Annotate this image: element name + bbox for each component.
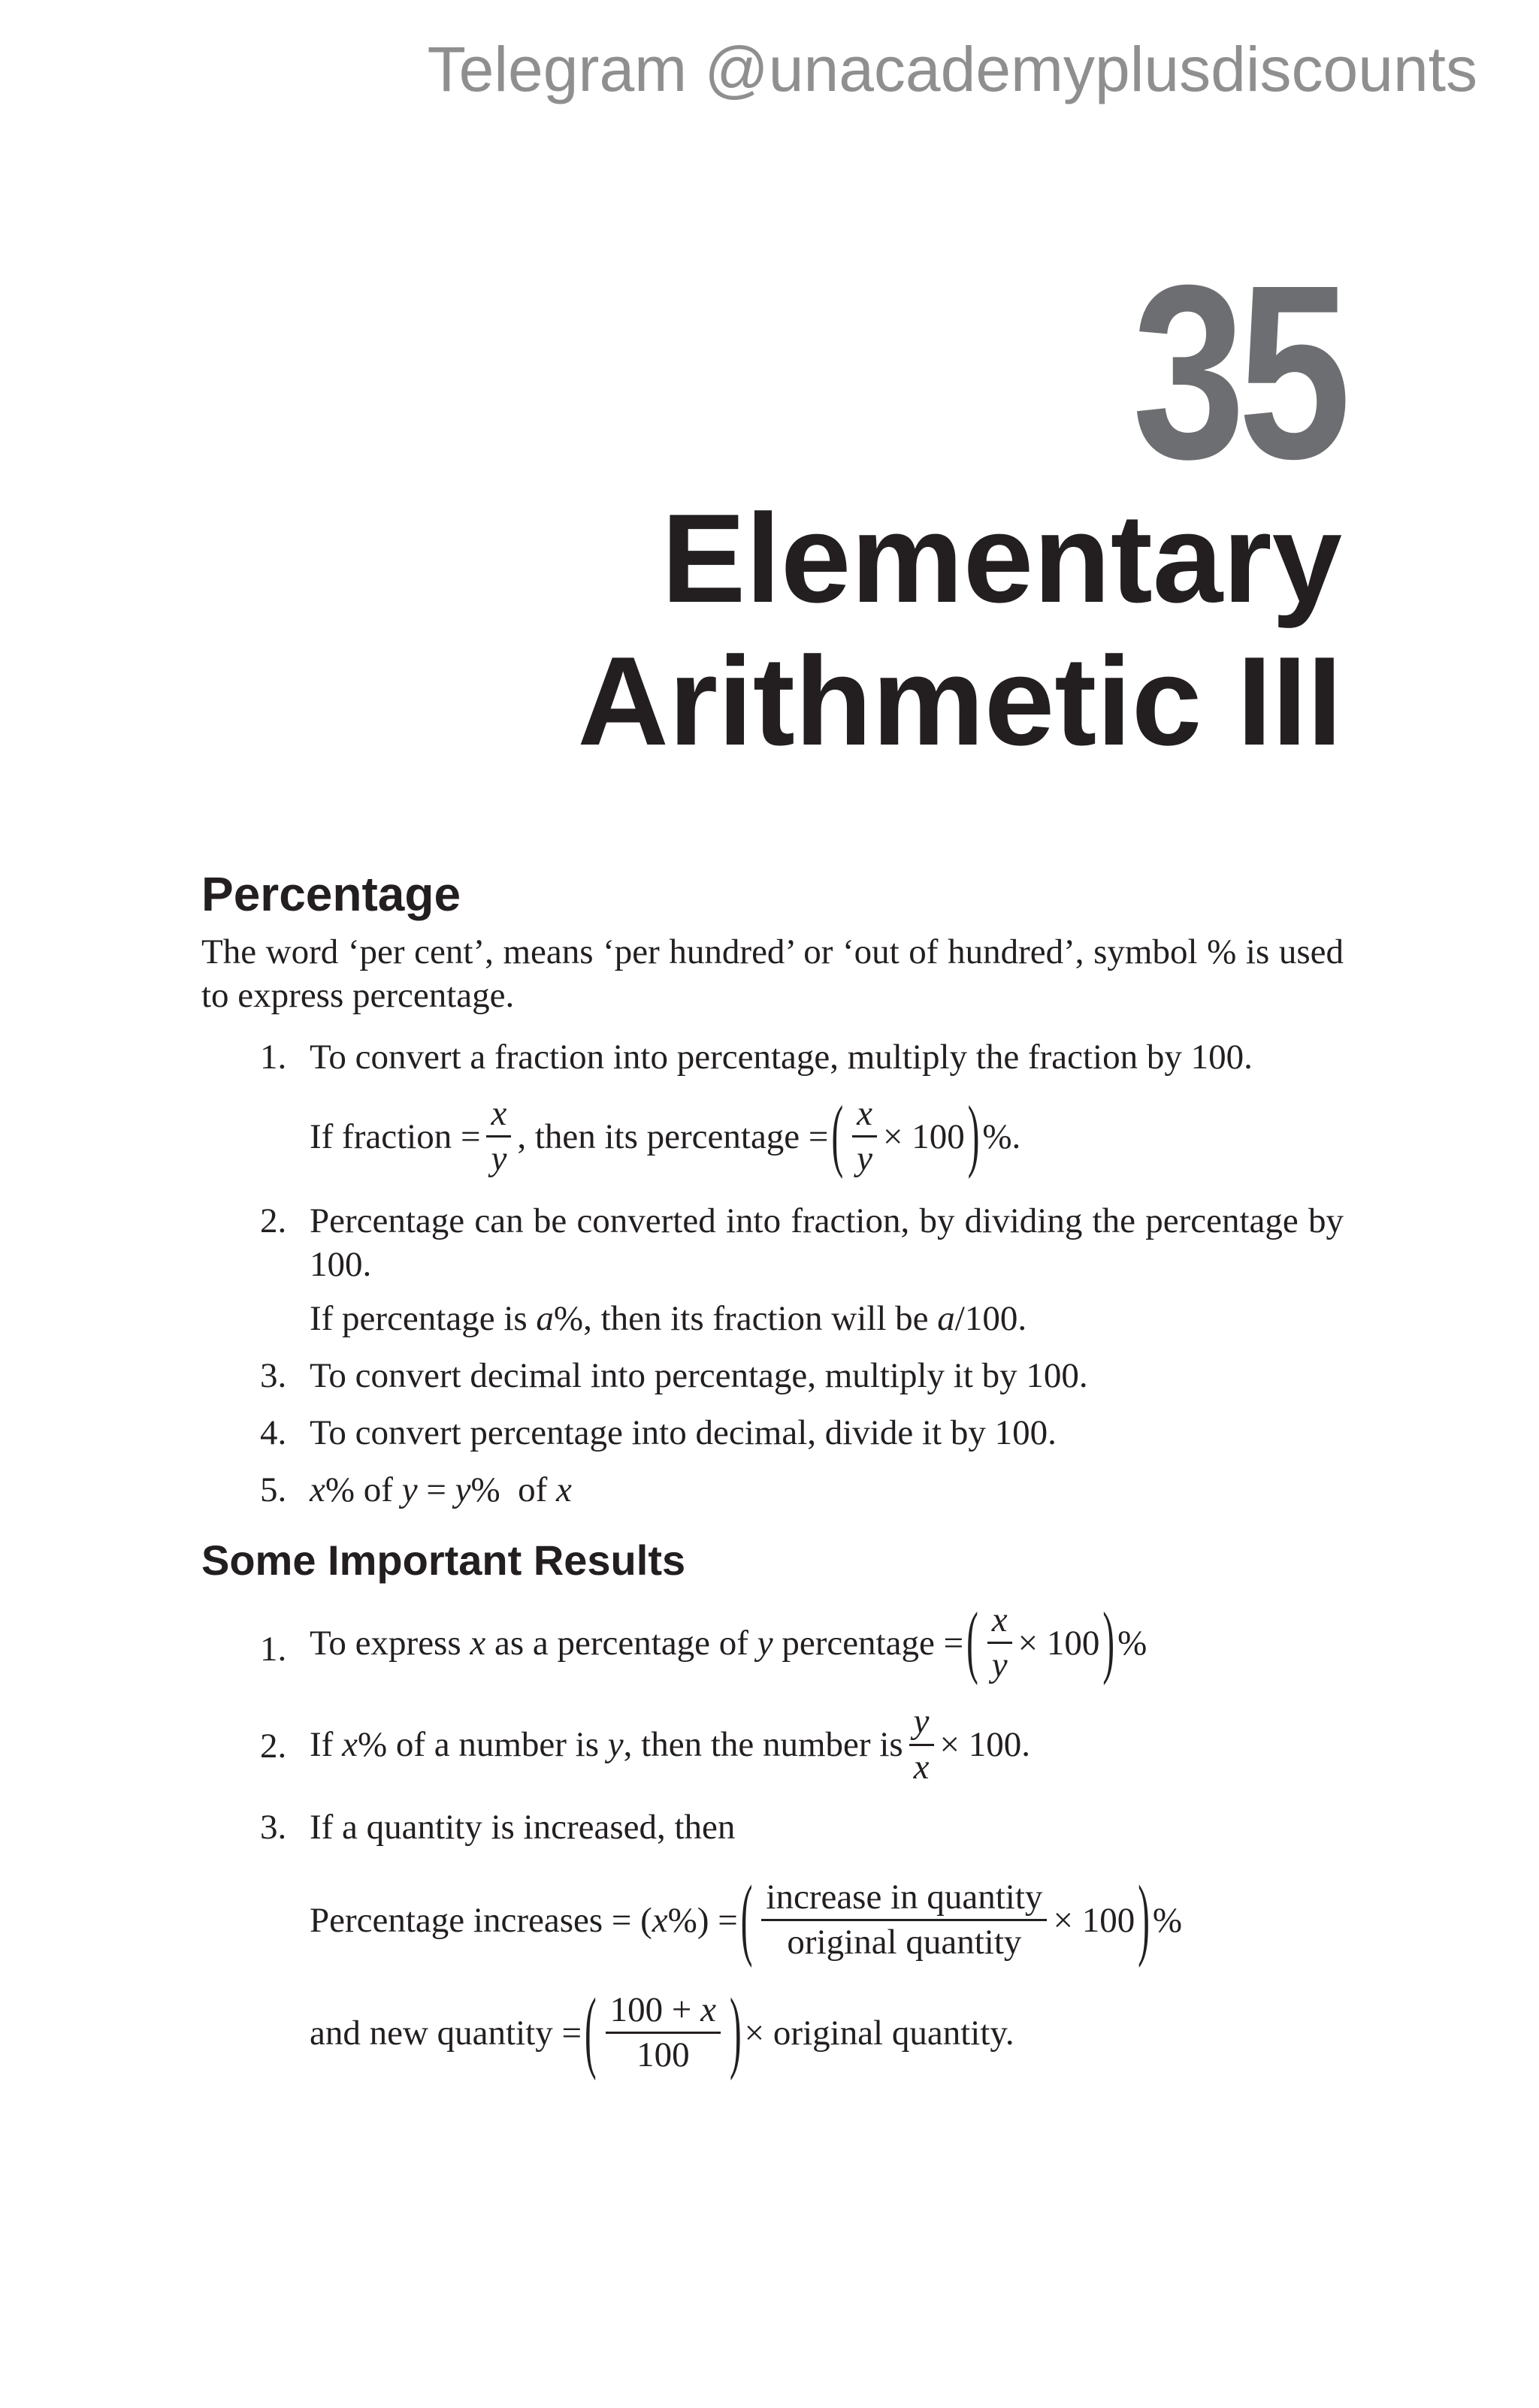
item-number: 3. [260, 1355, 287, 1395]
fraction-numerator: x [486, 1095, 511, 1138]
item-number: 2. [260, 1727, 287, 1766]
chapter-title-line1: Elementary [661, 488, 1342, 629]
section-intro: The word ‘per cent’, means ‘per hundred’ or ‘out of hundred’, symbol % is used to express percentage. [201, 932, 1344, 1015]
times-hundred: × 100 [1053, 1900, 1135, 1940]
number-from-percentage-formula [310, 1703, 1344, 1786]
item-text: To convert decimal into percentage, multiply it by 100. [310, 1355, 1088, 1395]
fraction [909, 1703, 934, 1786]
item-text: Percentage can be converted into fraction, by dividing the percentage by 100. [310, 1201, 1344, 1284]
percentage-increase-formula [310, 1869, 1344, 1971]
right-parenthesis: ) [967, 1090, 980, 1181]
item-text: If a quantity is increased, then [310, 1808, 736, 1848]
subtext-part: If percentage is [310, 1298, 537, 1338]
chapter-title [577, 487, 1342, 772]
variable: x [470, 1623, 486, 1663]
fraction-denominator: y [491, 1139, 507, 1179]
subtext-part: /100. [954, 1298, 1027, 1338]
list-item [201, 1805, 1344, 2083]
percentage-of-formula [310, 1597, 1344, 1687]
fraction [606, 1992, 721, 2074]
text-part: Percentage increases = ( [310, 1900, 652, 1940]
list-item [201, 1354, 1344, 1397]
item-number: 5. [260, 1470, 287, 1509]
chapter-title-line2: Arithmetic III [577, 630, 1342, 772]
results-list [201, 1597, 1344, 2083]
list-item [201, 1468, 1344, 1512]
variable: y [757, 1623, 773, 1663]
text-part: = [417, 1470, 455, 1509]
times-hundred: × 100 [882, 1116, 965, 1156]
text-part: , then the number is [623, 1725, 903, 1765]
fraction-numerator: x [987, 1602, 1012, 1644]
fraction-denominator: x [913, 1747, 930, 1787]
chapter-number: 35 [1132, 233, 1344, 510]
item-text [310, 1468, 1344, 1512]
variable: y [401, 1470, 418, 1509]
variable: x [652, 1900, 668, 1940]
text-part: % of a number is [357, 1725, 608, 1765]
subtext-part: %, then its fraction will be [553, 1298, 938, 1338]
variable: x [700, 1990, 717, 2029]
item-text: To convert percentage into decimal, divide it by 100. [310, 1412, 1057, 1452]
fraction-denominator: 100 [636, 2035, 690, 2075]
page-content [201, 864, 1344, 2087]
fraction [486, 1095, 511, 1178]
item-number: 3. [260, 1808, 287, 1848]
text-part: 100 + [609, 1990, 701, 2029]
formula-lead: If fraction = [310, 1116, 481, 1156]
text-part: %) = [667, 1900, 738, 1940]
fraction-denominator: original quantity [787, 1923, 1022, 1962]
text-part: % of [325, 1470, 402, 1509]
fraction-percentage-formula [310, 1090, 1344, 1181]
list-item [201, 1597, 1344, 1687]
fraction-denominator: y [991, 1645, 1008, 1685]
list-item [201, 1035, 1344, 1181]
text-part: and new quantity = [310, 2013, 582, 2053]
left-parenthesis: ( [831, 1090, 844, 1181]
fraction [987, 1602, 1012, 1684]
percentage-list [201, 1035, 1344, 1512]
fraction-numerator [606, 1992, 721, 2034]
text-part: To express [310, 1623, 470, 1663]
variable: x [556, 1470, 572, 1509]
fraction [852, 1095, 877, 1178]
text-part: % of [470, 1470, 557, 1509]
formula-tail: × 100. [939, 1725, 1031, 1765]
text-part: If [310, 1725, 343, 1765]
text-part: as a percentage of [485, 1623, 757, 1663]
list-item [201, 1199, 1344, 1340]
item-text: To convert a fraction into percentage, multiply the fraction by 100. [310, 1038, 1253, 1077]
variable: a [536, 1298, 554, 1338]
formula-mid: , then its percentage = [517, 1116, 829, 1156]
left-parenthesis: ( [584, 1980, 597, 2083]
variable: x [310, 1470, 325, 1509]
new-quantity-formula [310, 1980, 1344, 2083]
list-item [201, 1703, 1344, 1786]
left-parenthesis: ( [740, 1869, 753, 1971]
formula-tail: %. [982, 1116, 1021, 1156]
variable: y [607, 1725, 624, 1765]
right-parenthesis: ) [1102, 1597, 1115, 1687]
item-number: 4. [260, 1412, 287, 1452]
list-item [201, 1411, 1344, 1455]
item-number: 1. [260, 1629, 287, 1669]
section-heading-percentage: Percentage [201, 867, 461, 921]
right-parenthesis: ) [730, 1980, 742, 2083]
fraction-numerator: increase in quantity [761, 1879, 1047, 1921]
section-heading-important-results: Some Important Results [201, 1536, 686, 1584]
fraction-numerator: y [909, 1703, 934, 1745]
fraction [761, 1879, 1047, 1962]
item-number: 2. [260, 1201, 287, 1240]
left-parenthesis: ( [966, 1597, 978, 1687]
times-hundred: × 100 [1017, 1623, 1100, 1663]
formula-tail: % [1117, 1623, 1147, 1663]
variable: y [455, 1470, 471, 1509]
text-part: percentage = [773, 1623, 964, 1663]
fraction-numerator: x [852, 1095, 877, 1138]
formula-tail: % [1152, 1900, 1183, 1940]
variable: a [937, 1298, 955, 1338]
right-parenthesis: ) [1138, 1869, 1150, 1971]
formula-tail: × original quantity. [744, 2013, 1014, 2053]
item-subtext [310, 1297, 1344, 1340]
item-number: 1. [260, 1038, 287, 1077]
watermark: Telegram @unacademyplusdiscounts [427, 34, 1477, 104]
variable: x [342, 1725, 358, 1765]
fraction-denominator: y [857, 1139, 872, 1179]
